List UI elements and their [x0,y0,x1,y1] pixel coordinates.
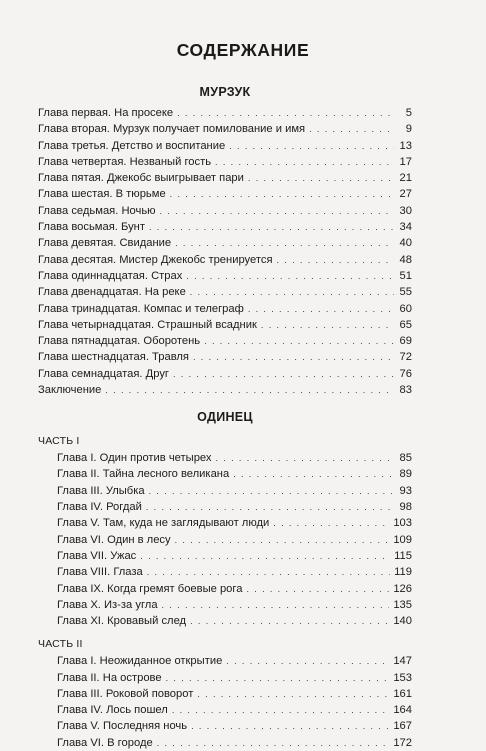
chapter-title: Глава IV. Лось пошел [57,704,168,717]
dot-leader [273,515,389,531]
page-number: 153 [393,671,412,684]
chapter-title: Глава II. Тайна лесного великана [57,468,230,481]
toc-entry [38,613,412,629]
dot-leader [162,597,390,613]
page-number: 135 [393,598,412,611]
chapter-title: Глава X. Из-за угла [57,598,158,611]
page-number: 48 [399,253,412,266]
chapter-title: Глава шестая. В тюрьме [38,188,166,201]
dot-leader [248,301,394,317]
toc-entry [38,333,412,349]
page-number: 85 [399,452,412,465]
toc-entry [38,121,412,137]
dot-leader [186,268,394,284]
chapter-title: Глава двенадцатая. На реке [38,286,186,299]
chapter-title: Глава IX. Когда гремят боевые рога [57,582,243,595]
dot-leader [147,564,390,580]
dot-leader [233,466,394,482]
toc-entry [38,366,412,382]
page-number: 172 [393,736,412,749]
toc-entry [38,235,412,251]
toc-entry [38,718,412,734]
chapter-title: Глава третья. Детство и воспитание [38,139,226,152]
dot-leader [166,670,390,686]
dot-leader [197,686,389,702]
chapter-title: Глава семнадцатая. Друг [38,367,169,380]
page-number: 76 [399,367,412,380]
dot-leader [149,219,394,235]
chapter-title: Глава вторая. Мурзук получает помилование и имя [38,123,306,136]
dot-leader [190,613,389,629]
dot-leader [261,317,394,333]
page-title: СОДЕРЖАНИЕ [176,40,310,60]
page-number: 5 [405,107,412,119]
part-heading-2: ЧАСТЬ II [38,638,83,651]
dot-leader [175,235,394,251]
toc-entry [38,186,412,202]
page-number: 119 [394,566,412,579]
chapter-title: Глава VI. Один в лесу [57,533,171,546]
chapter-title: Глава десятая. Мистер Джекобс тренируется [38,253,273,266]
page-number: 13 [399,139,412,152]
toc-entry [38,382,412,398]
page-number: 65 [399,318,412,331]
chapter-title: Глава IV. Рогдай [57,501,142,514]
dot-leader [309,121,394,137]
section-title-odinets: ОДИНЕЦ [197,410,253,425]
page-number: 72 [399,351,412,364]
page-number: 60 [399,302,412,315]
page-number: 147 [393,655,412,668]
toc-entry [38,105,412,121]
toc-entry [38,349,412,365]
section-title-murzuk: МУРЗУК [199,85,251,99]
chapter-title: Глава XI. Кровавый след [57,615,187,628]
page-number: 109 [393,533,412,546]
chapter-title: Глава одиннадцатая. Страх [38,269,183,282]
toc-entry [38,581,412,597]
dot-leader [149,483,394,499]
chapter-title: Глава девятая. Свидание [38,237,172,250]
dot-leader [246,581,389,597]
page-number: 140 [393,615,412,628]
dot-leader [173,366,394,382]
toc-entry [38,670,412,686]
dot-leader [175,532,390,548]
toc-entry [38,301,412,317]
toc-entry [38,284,412,300]
dot-leader [157,735,390,751]
toc-entry [38,317,412,333]
toc-entry [38,268,412,284]
page-number: 161 [393,687,412,700]
page-number: 9 [405,123,412,136]
dot-leader [248,170,394,186]
chapter-title: Заключение [38,384,102,397]
murzuk-entries [38,105,412,398]
dot-leader [193,349,394,365]
toc-entry [38,653,412,669]
toc-entry [38,532,412,548]
toc-entry [38,499,412,515]
chapter-title: Глава VII. Ужас [57,549,137,562]
page-number: 93 [399,484,412,497]
toc-entry [38,702,412,718]
chapter-title: Глава четвертая. Незваный гость [38,155,212,168]
page-number: 126 [393,582,412,595]
chapter-title: Глава V. Последняя ночь [57,720,188,733]
chapter-title: Глава I. Один против четырех [57,452,212,465]
toc-entry [38,138,412,154]
toc-entry [38,170,412,186]
chapter-title: Глава тринадцатая. Компас и телеграф [38,302,244,315]
page-number: 17 [399,155,412,168]
page-number: 21 [399,172,412,185]
page-number: 89 [399,468,412,481]
dot-leader [160,203,394,219]
toc-entry [38,252,412,268]
dot-leader [190,284,394,300]
chapter-title: Глава шестнадцатая. Травля [38,351,189,364]
page-number: 30 [399,204,412,217]
page-number: 51 [399,269,412,282]
page-number: 103 [393,517,412,530]
part-heading-1: ЧАСТЬ I [38,435,80,448]
chapter-title: Глава III. Роковой поворот [57,687,194,700]
dot-leader [177,105,394,121]
page-number: 55 [399,286,412,299]
chapter-title: Глава седьмая. Ночью [38,204,156,217]
dot-leader [204,333,394,349]
page-number: 83 [399,384,412,397]
toc-entry [38,686,412,702]
chapter-title: Глава пятнадцатая. Оборотень [38,335,201,348]
page-number: 40 [399,237,412,250]
dot-leader [226,653,389,669]
dot-leader [229,138,394,154]
dot-leader [105,382,394,398]
chapter-title: Глава четырнадцатая. Страшный всадник [38,318,257,331]
page-number: 167 [393,720,412,733]
dot-leader [191,718,389,734]
dot-leader [216,450,395,466]
dot-leader [215,154,394,170]
table-of-contents [38,83,412,751]
toc-entry [38,515,412,531]
chapter-title: Глава первая. На просеке [38,107,174,119]
chapter-title: Глава VIII. Глаза [57,566,143,579]
chapter-title: Глава I. Неожиданное открытие [57,655,223,668]
part-2-entries [38,653,412,751]
toc-entry [38,735,412,751]
chapter-title: Глава III. Улыбка [57,484,145,497]
dot-leader [140,548,390,564]
chapter-title: Глава II. На острове [57,671,162,684]
toc-entry [38,597,412,613]
toc-entry [38,219,412,235]
chapter-title: Глава V. Там, куда не заглядывают люди [57,517,270,530]
toc-entry [38,466,412,482]
toc-entry [38,450,412,466]
page-number: 27 [399,188,412,201]
page-number: 98 [399,501,412,514]
dot-leader [172,702,390,718]
toc-entry [38,564,412,580]
dot-leader [170,186,394,202]
page-number: 69 [399,335,412,348]
toc-entry [38,548,412,564]
toc-entry [38,154,412,170]
dot-leader [146,499,394,515]
chapter-title: Глава VI. В городе [57,736,153,749]
toc-entry [38,203,412,219]
page-number: 34 [399,221,412,234]
page-number: 115 [394,549,412,562]
part-1-entries [38,450,412,629]
chapter-title: Глава восьмая. Бунт [38,221,145,234]
page-number: 164 [393,704,412,717]
toc-entry [38,483,412,499]
chapter-title: Глава пятая. Джекобс выигрывает пари [38,172,244,185]
dot-leader [277,252,394,268]
